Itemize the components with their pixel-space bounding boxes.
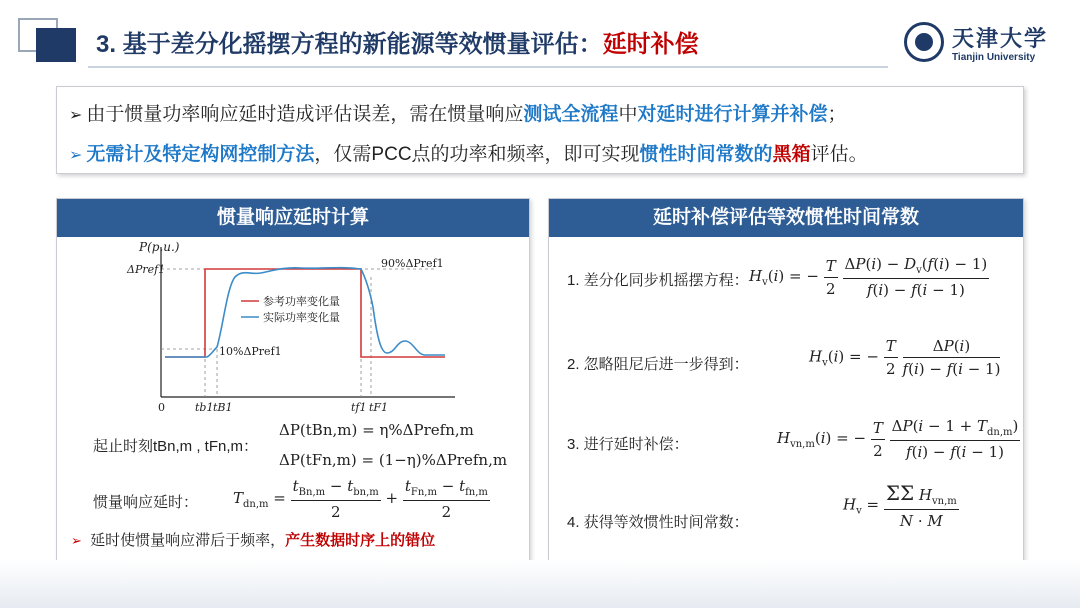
x-label-0: 0 [158, 401, 165, 414]
compensation-panel [548, 198, 1024, 566]
y-axis-label: P(p.u.) [139, 240, 180, 254]
delay-note: ➢ 延时使惯量响应滞后于频率，产生数据时序上的错位 [71, 532, 436, 549]
x-label-tB1: tB1 [213, 401, 233, 414]
step-3-equation: $H_{vn,m}(i)$ = − $\frac{T}{2}$ $\frac{\Delta P(i - 1 + T_{dn,m})}{f(i) - f(i - 1)}$ [777, 417, 1019, 461]
delay-calculation-panel [56, 198, 530, 566]
legend-act-label: 实际功率变化量 [263, 312, 340, 324]
delta-p-ref-label: ΔPref1 [127, 263, 166, 276]
page-title: 3. 基于差分化摇摆方程的新能源等效惯量评估：延时补偿 [96, 31, 699, 58]
legend-ref-label: 参考功率变化量 [263, 296, 340, 308]
equation-tb: ΔP(tBn,m) = η%ΔPrefn,m [279, 421, 474, 439]
step-2-equation: $H_v(i)$ = − $\frac{T}{2}$ $\frac{\Delta P(i)}{f(i) - f(i - 1)}$ [809, 337, 1001, 378]
step-2-label: 2. 忽略阻尼后进一步得到： [567, 356, 749, 373]
step-3-label: 3. 进行延时补偿： [567, 436, 689, 453]
power-response-diagram [125, 237, 465, 419]
delay-equation: $T_{dn,m}$ = $\frac{t_{Bn,m} - t_{bn,m}}{2}$ + $\frac{t_{Fn,m} - t_{fn,m}}{2}$ [233, 477, 488, 521]
ninety-percent-label: 90%ΔPref1 [381, 257, 444, 270]
start-stop-label: 起止时刻tBn,m , tFn,m： [93, 438, 259, 455]
delay-label: 惯量响应延时： [93, 494, 199, 511]
university-logo [904, 22, 1064, 68]
step-1-equation: $H_v(i)$ = − $\frac{T}{2}$ $\frac{\Delta P(i) - D_v(f(i) - 1)}{f(i) - f(i - 1)}$ [749, 255, 988, 299]
title-highlight: 延时补偿 [602, 31, 699, 58]
logo-english-name: Tianjin University [952, 52, 1036, 63]
summary-bullets [56, 86, 1024, 174]
bullet-1: ➢ 由于惯量功率响应延时造成评估误差，需在惯量响应测试全流程中对延时进行计算并补偿； [69, 104, 847, 125]
power-response-svg [125, 237, 465, 419]
title-underline [88, 66, 888, 68]
decorative-square-filled [36, 28, 76, 62]
ten-percent-label: 10%ΔPref1 [219, 345, 282, 358]
arrow-right-icon: ➢ [69, 107, 83, 124]
x-label-tb1: tb1 [195, 401, 214, 414]
x-label-tf1: tf1 [351, 401, 367, 414]
step-4-equation: $H_v$ = $\frac{\Sigma\Sigma H_{vn,m}}{N \cdot M}$ [843, 481, 957, 530]
arrow-right-icon: ➢ [69, 147, 83, 164]
background-skyline [0, 560, 1080, 608]
arrow-right-icon: ➢ [71, 533, 82, 548]
step-1-label: 1. 差分化同步机摇摆方程： [567, 272, 749, 289]
panel-heading: 延时补偿评估等效惯性时间常数 [549, 199, 1023, 237]
bullet-2: ➢ 无需计及特定构网控制方法，仅需PCC点的功率和频率，即可实现惯性时间常数的黑箱评估。 [69, 144, 868, 165]
step-4-label: 4. 获得等效惯性时间常数： [567, 514, 749, 531]
seal-icon [904, 22, 944, 62]
equation-tf: ΔP(tFn,m) = (1−η)%ΔPrefn,m [279, 451, 508, 469]
logo-chinese-name: 天津大学 [952, 26, 1049, 52]
x-label-tF1: tF1 [369, 401, 389, 414]
panel-heading: 惯量响应延时计算 [57, 199, 529, 237]
